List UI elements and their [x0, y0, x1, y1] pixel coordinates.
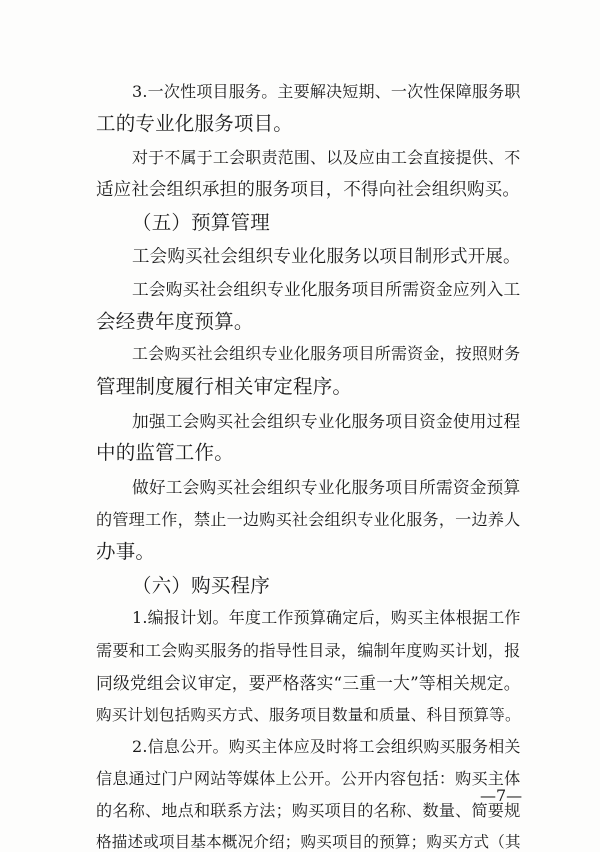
text-line: 2.信息公开。购买主体应及时将工会组织购买服务相关	[132, 737, 521, 756]
text-line: 工会购买社会组织专业化服务项目所需资金，按照财务	[132, 344, 521, 363]
text-line: 对于不属于工会职责范围、以及应由工会直接提供、不	[132, 148, 521, 167]
text-line: 中的监管工作。	[96, 441, 234, 464]
text-line: 格描述或项目基本概况介绍；购买项目的预算；购买方式（其	[96, 833, 521, 851]
text-line: 需要和工会购买服务的指导性目录，编制年度购买计划，报	[96, 641, 521, 660]
section-heading: （六）购买程序	[132, 574, 270, 597]
text-line: 工的专业化服务项目。	[96, 112, 294, 135]
text-line: 工会购买社会组织专业化服务以项目制形式开展。	[132, 247, 521, 267]
text-line: 信息通过门户网站等媒体上公开。公开内容包括：购买主体	[96, 769, 521, 788]
text-line: 做好工会购买社会组织专业化服务项目所需资金预算	[132, 477, 521, 497]
page-number: —7—	[480, 786, 523, 805]
text-line: 3.一次性项目服务。主要解决短期、一次性保障服务职	[132, 82, 521, 101]
text-line: 适应社会组织承担的服务项目，不得向社会组织购买。	[96, 180, 521, 200]
text-line: 的名称、地点和联系方法；购买项目的名称、数量、简要规	[96, 801, 521, 820]
text-line: 办事。	[96, 540, 156, 563]
text-line: 工会购买社会组织专业化服务项目所需资金应列入工	[132, 279, 521, 299]
text-line: 管理制度履行相关审定程序。	[96, 375, 353, 398]
text-line: 会经费年度预算。	[96, 310, 254, 333]
text-line: 加强工会购买社会组织专业化服务项目资金使用过程	[132, 411, 521, 431]
text-line: 购买计划包括购买方式、服务项目数量和质量、科目预算等。	[96, 706, 521, 724]
section-heading: （五）预算管理	[132, 211, 270, 234]
text-line: 同级党组会议审定，要严格落实“三重一大”等相关规定。	[96, 673, 521, 693]
text-line: 1.编报计划。年度工作预算确定后，购买主体根据工作	[132, 608, 521, 627]
text-line: 的管理工作，禁止一边购买社会组织专业化服务，一边养人	[96, 510, 521, 529]
